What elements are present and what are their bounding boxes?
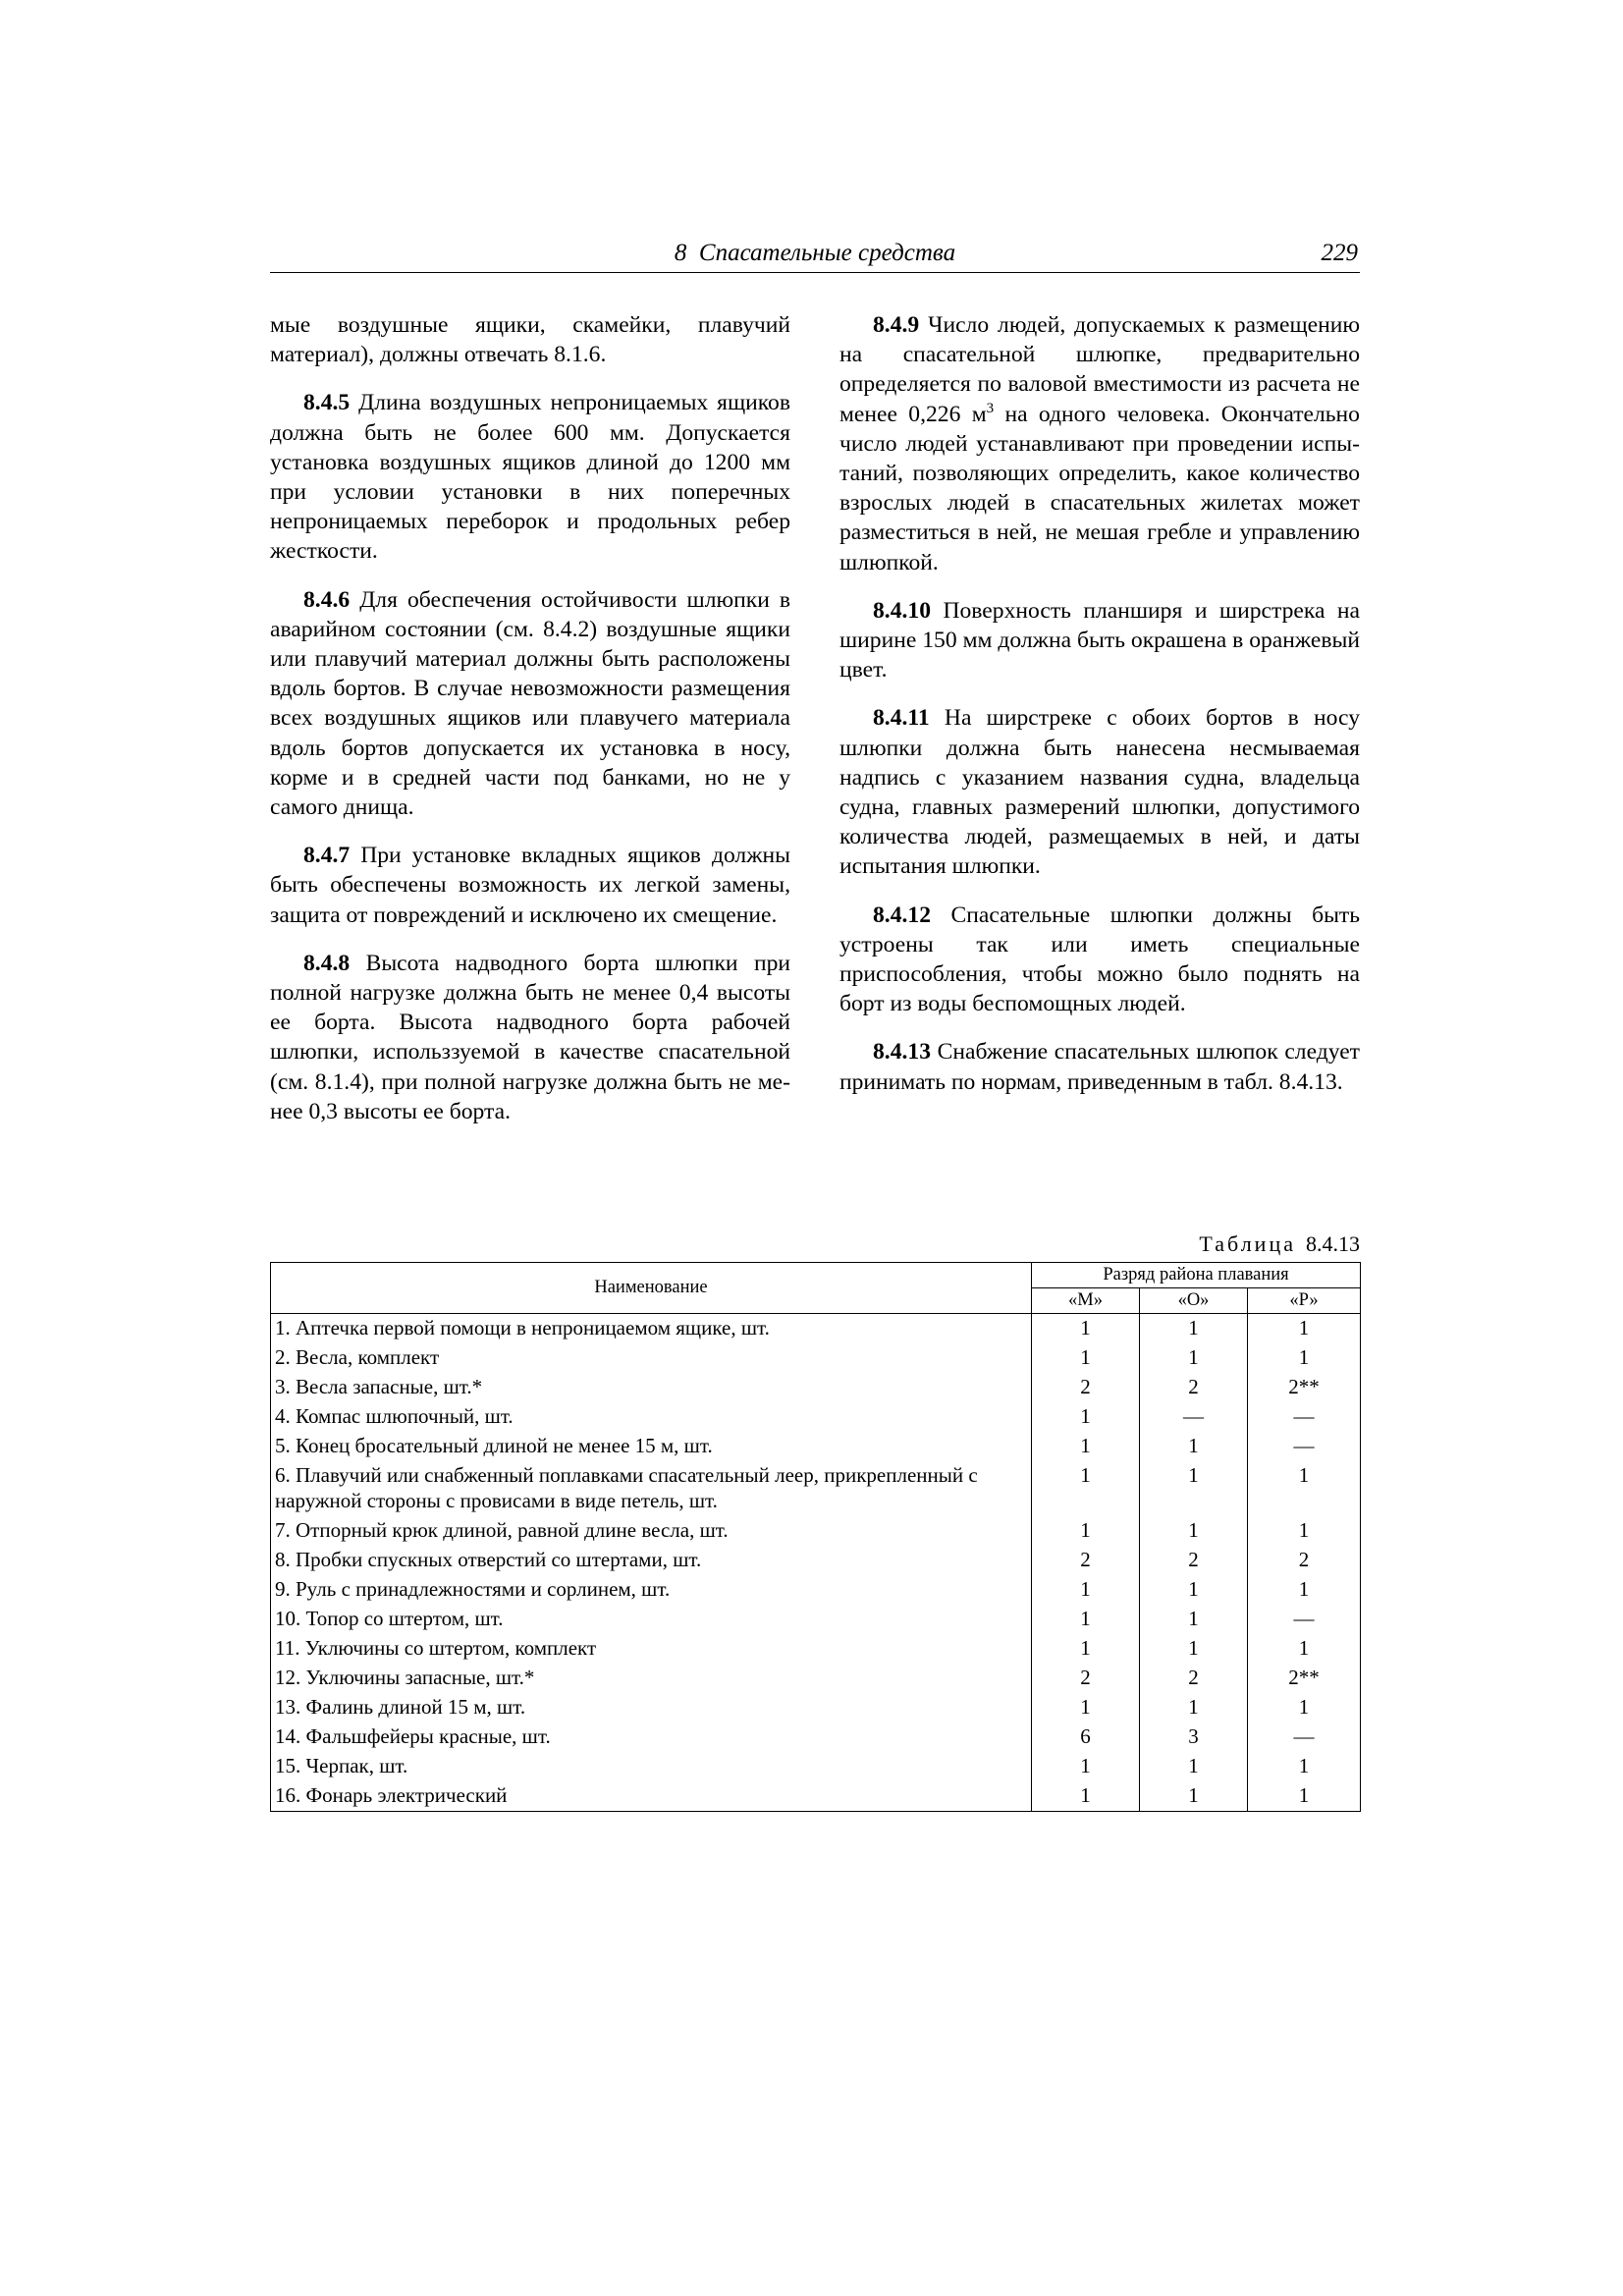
value-r: 1 xyxy=(1298,1695,1310,1719)
value-m: 1 xyxy=(1032,1516,1140,1546)
clause-8-4-12 xyxy=(839,901,1360,1019)
clause-text: Спасательные шлюпки должны быть устроены так или иметь специальные приспособления, чтобы можно было поднять на борт из воды беспомощных людей. xyxy=(839,902,1360,1017)
table-row xyxy=(271,1634,1361,1664)
value-r: 2** xyxy=(1288,1375,1320,1398)
clause-number: 8.4.12 xyxy=(873,902,931,928)
value-o: — xyxy=(1140,1402,1248,1432)
table-row xyxy=(271,1575,1361,1605)
value-o: 1 xyxy=(1140,1752,1248,1781)
table-caption-word: Таблица xyxy=(1199,1231,1296,1256)
superscript-3: 3 xyxy=(986,400,995,416)
continued-paragraph: мые воздушные ящики, скамейки, плавучий материал), должны отвечать 8.1.6. xyxy=(270,312,790,368)
item-name: 9. Руль с принадлежностями и сорлинем, шт. xyxy=(271,1575,1032,1605)
value-o: 1 xyxy=(1140,1605,1248,1634)
clause-text: Для обеспечения остойчивости шлюпки в аварийном состоянии (см. 8.4.2) воздушные ящики или плавучий материал должны быть расположены вдоль бортов. В случае невозможности размещения всех воздушных ящиков или плавучего материала вдоль бортов допускается их установка в носу, корме и в средней части под банками, но не у самого днища. xyxy=(270,586,790,821)
value-r: 1 xyxy=(1298,1518,1310,1542)
value-o: 1 xyxy=(1140,1343,1248,1373)
clause-number: 8.4.11 xyxy=(873,705,930,732)
clause-8-4-11 xyxy=(839,703,1360,881)
item-name: 2. Весла, комплект xyxy=(271,1343,1032,1373)
item-name: 6. Плавучий или снабженный поплавками спасательный леер, прикрепленный с наружной стороны с провисами в виде петель, шт. xyxy=(271,1461,1032,1516)
table-row xyxy=(271,1314,1361,1344)
item-name: 1. Аптечка первой помощи в непроницаемом ящике, шт. xyxy=(271,1314,1032,1344)
table-row xyxy=(271,1722,1361,1752)
left-column xyxy=(270,310,790,1145)
value-m: 1 xyxy=(1032,1343,1140,1373)
section-title: 8 Спасательные средства xyxy=(674,240,956,266)
value-r: 1 xyxy=(1298,1463,1310,1487)
clause-text: Поверхность планширя и ширстрека на ширине 150 мм должна быть окрашена в оранжевый цвет. xyxy=(839,597,1360,683)
table-row xyxy=(271,1693,1361,1722)
item-name: 13. Фалинь длиной 15 м, шт. xyxy=(271,1693,1032,1722)
item-name: 5. Конец бросательный длиной не менее 15 м, шт. xyxy=(271,1432,1032,1461)
table-row xyxy=(271,1373,1361,1402)
clause-8-4-13 xyxy=(839,1037,1360,1096)
clause-number: 8.4.5 xyxy=(303,390,351,416)
item-name: 11. Уключины со штертом, комплект xyxy=(271,1634,1032,1664)
value-m: 6 xyxy=(1032,1722,1140,1752)
clause-text: Снабжение спасательных шлюпок следует принимать по нормам, приведенным в табл. 8.4.13. xyxy=(839,1039,1360,1095)
header-col-o: «О» xyxy=(1140,1288,1248,1314)
table-row xyxy=(271,1432,1361,1461)
running-header xyxy=(270,239,1360,273)
header-name: Наименование xyxy=(271,1263,1032,1314)
clause-number: 8.4.8 xyxy=(303,950,351,976)
value-r: 1 xyxy=(1298,1316,1310,1339)
value-o: 2 xyxy=(1140,1373,1248,1402)
value-r: — xyxy=(1293,1404,1315,1428)
value-m: 1 xyxy=(1032,1402,1140,1432)
value-r: 2** xyxy=(1288,1666,1320,1689)
value-r: 1 xyxy=(1298,1577,1310,1601)
value-o: 1 xyxy=(1140,1781,1248,1812)
value-m: 1 xyxy=(1032,1314,1140,1344)
value-o: 2 xyxy=(1140,1664,1248,1693)
value-m: 2 xyxy=(1032,1373,1140,1402)
value-m: 1 xyxy=(1032,1752,1140,1781)
value-m: 1 xyxy=(1032,1781,1140,1812)
value-o: 2 xyxy=(1140,1546,1248,1575)
clause-text: На ширстреке с обоих бортов в носу шлюпки должна быть нанесена несмываемая надпись с указанием названия судна, владельца судна, главных размерений шлюпки, допустимого количества людей, размещаемых в ней, и даты испытания шлюпки. xyxy=(839,705,1360,880)
value-r: — xyxy=(1293,1434,1315,1457)
header-col-m: «М» xyxy=(1032,1288,1140,1314)
clause-text: Высота надводного борта шлюпки при полной нагрузке должна быть не менее 0,4 высоты ее борта. Высота надводного борта рабочей шлюпки, использзуемой в качестве спасательной (см. 8.1.4), при полной нагрузке должна быть не менее 0,3 высоты ее борта. xyxy=(270,950,790,1124)
value-o: 1 xyxy=(1140,1575,1248,1605)
clause-number: 8.4.10 xyxy=(873,597,931,624)
item-name: 12. Уключины запасные, шт.* xyxy=(271,1664,1032,1693)
value-m: 1 xyxy=(1032,1575,1140,1605)
value-o: 3 xyxy=(1140,1722,1248,1752)
clause-8-4-9 xyxy=(839,310,1360,577)
table-row xyxy=(271,1516,1361,1546)
right-column xyxy=(839,310,1360,1116)
clause-number: 8.4.6 xyxy=(303,586,351,613)
value-m: 1 xyxy=(1032,1432,1140,1461)
item-name: 14. Фальшфейеры красные, шт. xyxy=(271,1722,1032,1752)
value-r: 1 xyxy=(1298,1783,1310,1807)
item-name: 10. Топор со штертом, шт. xyxy=(271,1605,1032,1634)
table-row xyxy=(271,1664,1361,1693)
clause-text: на одного человека. Окончательно число людей устанавливают при проведении испытаний, позволяющих определить, какое количество взрослых людей в спасательных жилетах может разместиться в ней, не мешая гребле и управлению шлюпкой. xyxy=(839,401,1360,575)
table-row xyxy=(271,1546,1361,1575)
value-o: 1 xyxy=(1140,1634,1248,1664)
clause-8-4-8 xyxy=(270,949,790,1126)
table-caption xyxy=(1129,1231,1360,1257)
value-r: 1 xyxy=(1298,1754,1310,1777)
value-m: 1 xyxy=(1032,1693,1140,1722)
header-navigation-area: Разряд района плавания xyxy=(1032,1263,1361,1288)
value-r: 2 xyxy=(1298,1548,1310,1571)
header-col-r: «Р» xyxy=(1248,1288,1361,1314)
page-number: 229 xyxy=(1321,240,1358,266)
value-m: 2 xyxy=(1032,1664,1140,1693)
table-caption-number: 8.4.13 xyxy=(1306,1231,1360,1256)
clause-8-4-5 xyxy=(270,388,790,566)
value-m: 1 xyxy=(1032,1634,1140,1664)
clause-text: При установке вкладных ящиков должны быть обеспечены возможность их легкой замены, защита от повреждений и исключено их смещение. xyxy=(270,843,790,928)
item-name: 7. Отпорный крюк длиной, равной длине весла, шт. xyxy=(271,1516,1032,1546)
item-name: 3. Весла запасные, шт.* xyxy=(271,1373,1032,1402)
value-o: 1 xyxy=(1140,1516,1248,1546)
table-row xyxy=(271,1343,1361,1373)
clause-number: 8.4.7 xyxy=(303,843,351,869)
clause-8-4-6 xyxy=(270,585,790,823)
item-name: 8. Пробки спускных отверстий со штертами, шт. xyxy=(271,1546,1032,1575)
value-o: 1 xyxy=(1140,1693,1248,1722)
table-row xyxy=(271,1461,1361,1516)
value-o: 1 xyxy=(1140,1432,1248,1461)
item-name: 4. Компас шлюпочный, шт. xyxy=(271,1402,1032,1432)
value-r: — xyxy=(1293,1724,1315,1748)
clause-number: 8.4.13 xyxy=(873,1039,931,1066)
clause-number: 8.4.9 xyxy=(873,312,920,338)
clause-8-4-10 xyxy=(839,596,1360,685)
value-o: 1 xyxy=(1140,1314,1248,1344)
value-m: 1 xyxy=(1032,1605,1140,1634)
item-name: 16. Фонарь электрический xyxy=(271,1781,1032,1812)
value-m: 2 xyxy=(1032,1546,1140,1575)
value-m: 1 xyxy=(1032,1461,1140,1516)
table-body xyxy=(271,1314,1361,1812)
clause-text: Длина воздушных непроницаемых ящиков должна быть не более 600 мм. Допускается установка воздушных ящиков длиной до 1200 мм при условии установки в них поперечных непроницаемых переборок и продольных ребер жесткости. xyxy=(270,390,790,565)
table-row xyxy=(271,1605,1361,1634)
clause-8-4-7 xyxy=(270,841,790,930)
value-o: 1 xyxy=(1140,1461,1248,1516)
item-name: 15. Черпак, шт. xyxy=(271,1752,1032,1781)
equipment-table xyxy=(270,1262,1361,1812)
table-row xyxy=(271,1781,1361,1812)
value-r: 1 xyxy=(1298,1636,1310,1660)
value-r: — xyxy=(1293,1607,1315,1630)
table-row xyxy=(271,1402,1361,1432)
clause-text: Число людей, допускаемых к размещению на спасательной шлюпке, предварительно определяется по валовой вместимости из расчета не менее 0,226 м xyxy=(839,312,1360,427)
value-r: 1 xyxy=(1298,1345,1310,1369)
table-row xyxy=(271,1752,1361,1781)
